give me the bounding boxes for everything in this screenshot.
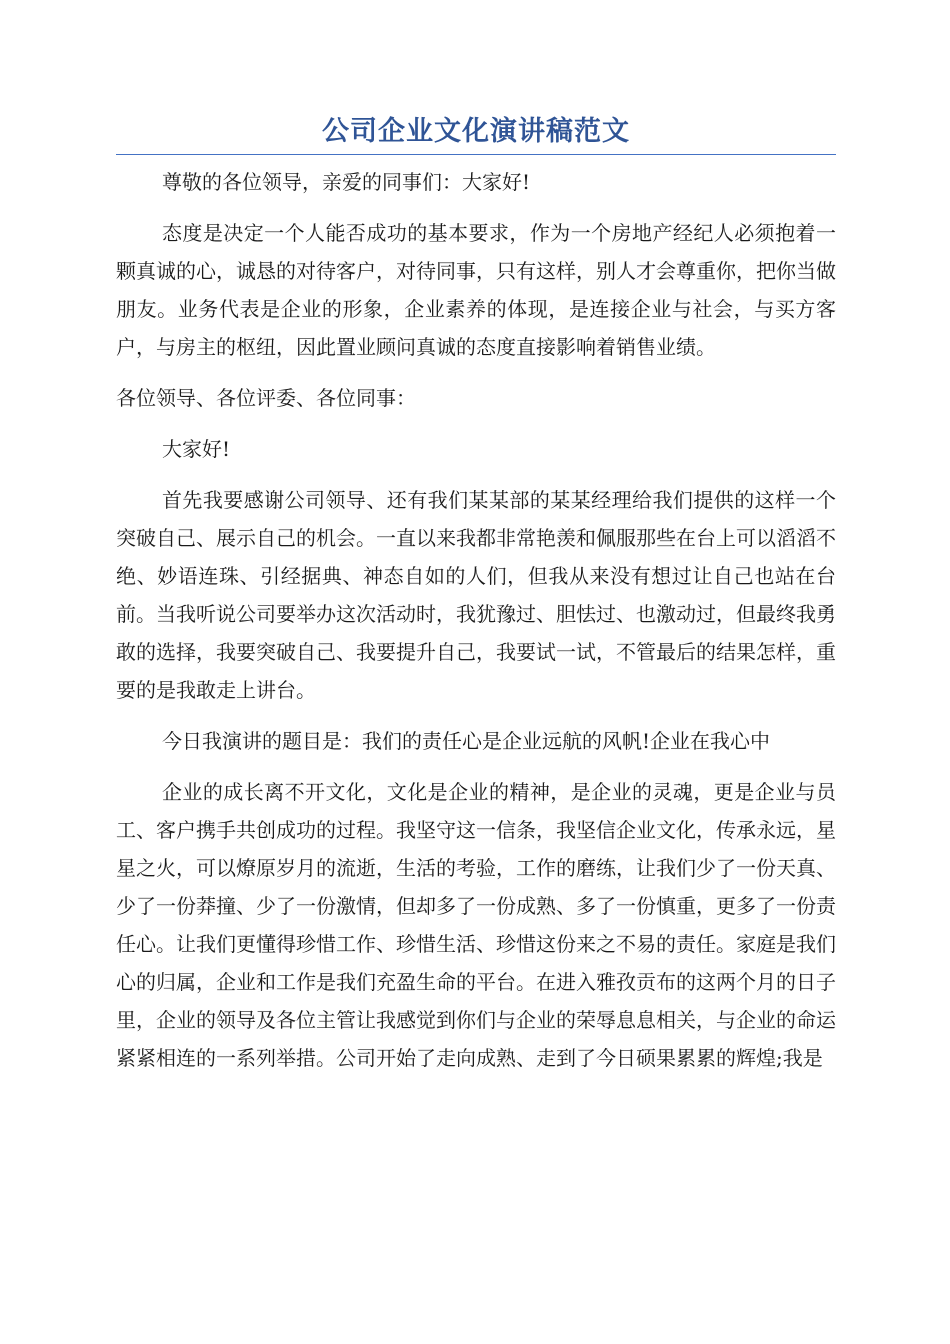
document-title: 公司企业文化演讲稿范文 [322,116,630,147]
title-underline [116,154,836,155]
document-page [116,112,836,1077]
paragraph-attitude: 态度是决定一个人能否成功的基本要求，作为一个房地产经纪人必须抱着一颗真诚的心，诚恳的对待客户，对待同事，只有这样，别人才会尊重你，把你当做朋友。业务代表是企业的形象，企业素养的体现，是连接企业与社会，与买方客户，与房主的枢纽，因此置业顾问真诚的态度直接影响着销售业绩。 [116,221,836,359]
paragraph-culture: 企业的成长离不开文化，文化是企业的精神，是企业的灵魂，更是企业与员工、客户携手共创成功的过程。我坚守这一信条，我坚信企业文化，传承永远，星星之火，可以燎原岁月的流逝，生活的考验，工作的磨练，让我们少了一份天真、少了一份莽撞、少了一份激情，但却多了一份成熟、多了一份慎重，更多了一份责任心。让我们更懂得珍惜工作、珍惜生活、珍惜这份来之不易的责任。家庭是我们心的归属，企业和工作是我们充盈生命的平台。在进入雅孜贡布的这两个月的日子里，企业的领导及各位主管让我感觉到你们与企业的荣辱息息相关，与企业的命运紧紧相连的一系列举措。公司开始了走向成熟、走到了今日硕果累累的辉煌;我是 [116,780,836,1070]
paragraph-greeting: 尊敬的各位领导，亲爱的同事们：大家好! [162,170,531,194]
paragraph-salutation: 各位领导、各位评委、各位同事： [116,386,416,410]
paragraph-topic: 今日我演讲的题目是：我们的责任心是企业远航的风帆!企业在我心中 [162,729,771,753]
paragraph-thanks: 首先我要感谢公司领导、还有我们某某部的某某经理给我们提供的这样一个突破自己、展示自己的机会。一直以来我都非常艳羡和佩服那些在台上可以滔滔不绝、妙语连珠、引经据典、神态自如的人们，但我从来没有想过让自己也站在台前。当我听说公司要举办这次活动时，我犹豫过、胆怯过、也激动过，但最终我勇敢的选择，我要突破自己、我要提升自己，我要试一试，不管最后的结果怎样，重要的是我敢走上讲台。 [116,488,836,702]
paragraph-hello: 大家好! [162,437,231,461]
